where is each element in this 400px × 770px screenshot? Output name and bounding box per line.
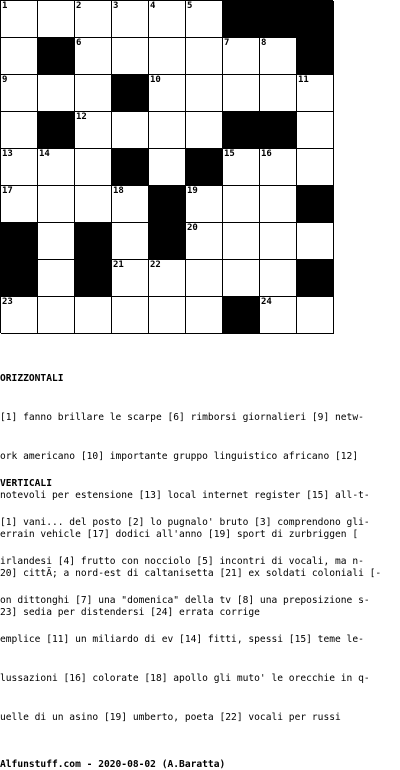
grid-cell[interactable]	[149, 149, 186, 186]
grid-cell[interactable]	[186, 186, 223, 223]
down-clue-line: on dittonghi [7] una "domenica" della tv [8] una preposizione s-	[0, 595, 370, 606]
black-cell	[186, 149, 223, 186]
grid-cell[interactable]	[38, 260, 75, 297]
grid-cell[interactable]	[260, 75, 297, 112]
cell-number: 9	[2, 75, 8, 85]
black-cell	[297, 1, 334, 38]
grid-cell[interactable]	[223, 149, 260, 186]
grid-cell[interactable]	[75, 38, 112, 75]
black-cell	[223, 297, 260, 334]
down-clue-line: emplice [11] un miliardo di ev [14] fitti, spessi [15] teme le-	[0, 634, 364, 645]
grid-cell[interactable]	[223, 260, 260, 297]
black-cell	[260, 112, 297, 149]
across-clue-line: notevoli per estensione [13] local internet register [15] all-t-	[0, 490, 370, 501]
grid-cell[interactable]	[223, 223, 260, 260]
grid-cell[interactable]	[1, 75, 38, 112]
cell-number: 6	[76, 38, 82, 48]
cell-number: 2	[76, 1, 82, 11]
down-clue-line: uelle di un asino [19] umberto, poeta [22] vocali per russi	[0, 712, 341, 723]
cell-number: 23	[2, 297, 13, 307]
cell-number: 21	[113, 260, 124, 270]
black-cell	[112, 75, 149, 112]
grid-cell[interactable]	[75, 297, 112, 334]
grid-cell[interactable]	[38, 186, 75, 223]
cell-number: 16	[261, 149, 272, 159]
cell-number: 22	[150, 260, 161, 270]
grid-cell[interactable]	[186, 112, 223, 149]
grid-cell[interactable]	[186, 260, 223, 297]
grid-cell[interactable]	[260, 260, 297, 297]
down-clue-line: lussazioni [16] colorate [18] apollo gli muto' le orecchie in q-	[0, 673, 370, 684]
cell-number: 5	[187, 1, 193, 11]
black-cell	[1, 223, 38, 260]
black-cell	[149, 223, 186, 260]
across-title: ORIZZONTALI	[0, 373, 64, 384]
grid-cell[interactable]	[1, 149, 38, 186]
black-cell	[38, 112, 75, 149]
grid-cell[interactable]	[38, 149, 75, 186]
black-cell	[297, 186, 334, 223]
black-cell	[297, 38, 334, 75]
grid-cell[interactable]	[149, 75, 186, 112]
black-cell	[38, 38, 75, 75]
grid-cell[interactable]	[260, 297, 297, 334]
grid-cell[interactable]	[297, 297, 334, 334]
grid-cell[interactable]	[1, 112, 38, 149]
grid-cell[interactable]	[38, 75, 75, 112]
grid-cell[interactable]	[38, 297, 75, 334]
across-clue-line: ork americano [10] importante gruppo linguistico africano [12]	[0, 451, 359, 462]
grid-cell[interactable]	[223, 75, 260, 112]
grid-cell[interactable]	[297, 223, 334, 260]
cell-number: 20	[187, 223, 198, 233]
grid-cell[interactable]	[149, 38, 186, 75]
grid-cell[interactable]	[75, 1, 112, 38]
grid-cell[interactable]	[1, 186, 38, 223]
cell-number: 13	[2, 149, 13, 159]
grid-cell[interactable]	[186, 223, 223, 260]
grid-cell[interactable]	[297, 112, 334, 149]
down-clue-line: [1] vani... del posto [2] lo pugnalo' bruto [3] comprendono gli-	[0, 517, 370, 528]
grid-cell[interactable]	[112, 297, 149, 334]
black-cell	[149, 186, 186, 223]
cell-number: 4	[150, 1, 156, 11]
black-cell	[260, 1, 297, 38]
grid-cell[interactable]	[112, 112, 149, 149]
across-clue-line: [1] fanno brillare le scarpe [6] rimborsi giornalieri [9] netw-	[0, 412, 364, 423]
cell-number: 8	[261, 38, 267, 48]
grid-cell[interactable]	[223, 38, 260, 75]
grid-cell[interactable]	[223, 186, 260, 223]
grid-cell[interactable]	[112, 260, 149, 297]
down-title: VERTICALI	[0, 478, 52, 489]
grid-cell[interactable]	[149, 297, 186, 334]
cell-number: 17	[2, 186, 13, 196]
grid-cell[interactable]	[112, 38, 149, 75]
cell-number: 18	[113, 186, 124, 196]
down-clue-line: irlandesi [4] frutto con nocciolo [5] incontri di vocali, ma n-	[0, 556, 364, 567]
grid-cell[interactable]	[112, 186, 149, 223]
grid-cell[interactable]	[112, 1, 149, 38]
grid-cell[interactable]	[38, 1, 75, 38]
cell-number: 10	[150, 75, 161, 85]
across-clue-line: 23] sedia per distendersi [24] errata corrige	[0, 607, 260, 618]
crossword-grid	[0, 0, 333, 333]
cell-number: 1	[2, 1, 8, 11]
grid-cell[interactable]	[75, 149, 112, 186]
black-cell	[1, 260, 38, 297]
grid-cell[interactable]	[186, 75, 223, 112]
grid-cell[interactable]	[297, 149, 334, 186]
grid-cell[interactable]	[75, 75, 112, 112]
grid-cell[interactable]	[149, 1, 186, 38]
grid-cell[interactable]	[297, 75, 334, 112]
grid-cell[interactable]	[149, 260, 186, 297]
grid-cell[interactable]	[75, 112, 112, 149]
cell-number: 15	[224, 149, 235, 159]
cell-number: 19	[187, 186, 198, 196]
grid-cell[interactable]	[186, 297, 223, 334]
grid-cell[interactable]	[186, 1, 223, 38]
grid-cell[interactable]	[260, 38, 297, 75]
grid-cell[interactable]	[186, 38, 223, 75]
cell-number: 14	[39, 149, 50, 159]
grid-cell[interactable]	[149, 112, 186, 149]
cell-number: 7	[224, 38, 230, 48]
black-cell	[75, 260, 112, 297]
black-cell	[112, 149, 149, 186]
across-clue-line: 20] cittÃ; a nord-est di caltanisetta [21] ex soldati coloniali [-	[0, 568, 382, 579]
grid-cell[interactable]	[260, 223, 297, 260]
down-clues	[0, 451, 400, 737]
across-clue-line: errain vehicle [17] dodici all'anno [19] sport di zurbriggen [	[0, 529, 359, 540]
grid-cell[interactable]	[260, 149, 297, 186]
cell-number: 11	[298, 75, 309, 85]
black-cell	[223, 112, 260, 149]
black-cell	[297, 260, 334, 297]
cell-number: 12	[76, 112, 87, 122]
cell-number: 24	[261, 297, 272, 307]
cell-number: 3	[113, 1, 119, 11]
grid-cell[interactable]	[260, 186, 297, 223]
footer-credit: Alfunstuff.com - 2020-08-02 (A.Baratta)	[0, 759, 226, 770]
grid-cell[interactable]	[1, 38, 38, 75]
grid-cell[interactable]	[1, 297, 38, 334]
grid-cell[interactable]	[112, 223, 149, 260]
grid-cell[interactable]	[38, 223, 75, 260]
grid-cell[interactable]	[75, 186, 112, 223]
black-cell	[223, 1, 260, 38]
black-cell	[75, 223, 112, 260]
grid-cell[interactable]	[1, 1, 38, 38]
